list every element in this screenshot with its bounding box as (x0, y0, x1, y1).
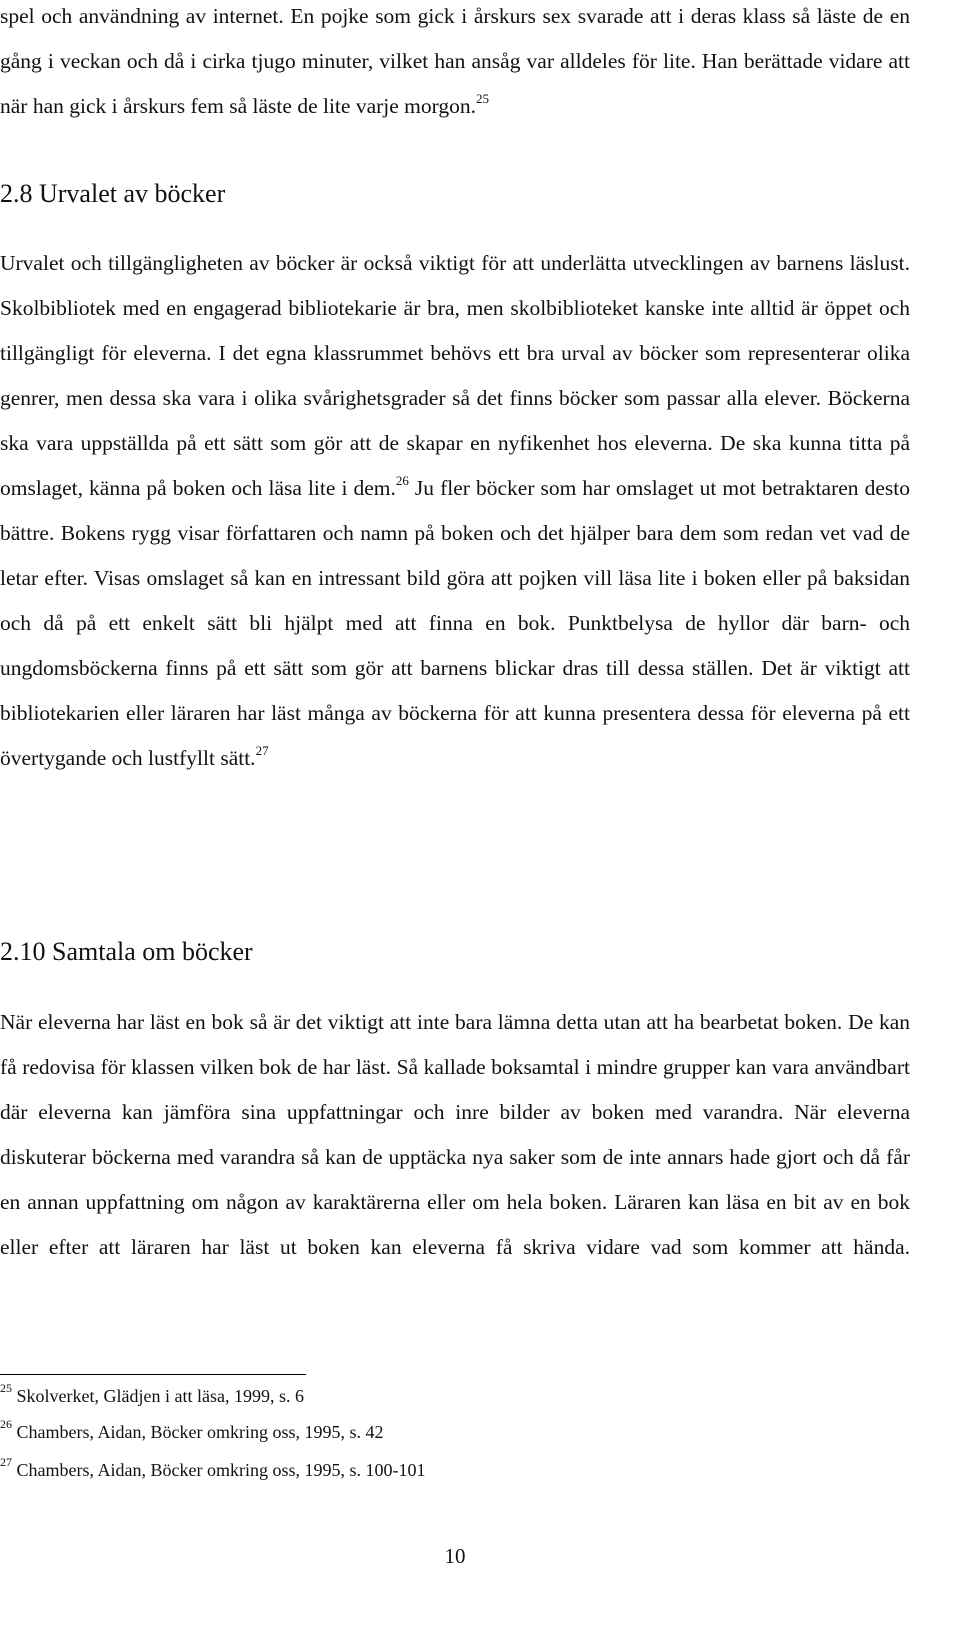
footnote-27 (0, 1455, 426, 1482)
footnote-ref-27: 27 (255, 742, 269, 758)
footnote-separator (0, 1374, 306, 1375)
footnote-text: Chambers, Aidan, Böcker omkring oss, 1995, s. 100-101 (16, 1460, 426, 1480)
paragraph-samtala-text: När eleverna har läst en bok så är det viktigt att inte bara lämna detta utan att ha bearbetat boken. De kan få redovisa för klassen vilken bok de har läst. Så kallade boksamtal i mindre grupper kan vara användbart där eleverna kan jämföra sina uppfattningar och inre bilder av boken med varandra. När eleverna diskuterar böckerna med varandra så kan de upptäcka nya saker som de inte annars hade gjort och då får en annan uppfattning om någon av karaktärerna eller om hela boken. Läraren kan läsa en bit av en bok eller efter att läraren har läst ut boken kan eleverna få skriva vidare vad som kommer att hända. (0, 1010, 910, 1259)
paragraph-intro (0, 0, 910, 129)
footnote-ref-25: 25 (476, 90, 490, 106)
footnote-ref-26: 26 (395, 472, 409, 488)
section-heading-2-8: 2.8 Urvalet av böcker (0, 179, 226, 208)
paragraph-samtala (0, 1000, 910, 1270)
section-heading-2-10: 2.10 Samtala om böcker (0, 937, 253, 966)
footnote-number: 26 (0, 1417, 12, 1431)
footnote-25 (0, 1381, 304, 1408)
footnote-text: Skolverket, Glädjen i att läsa, 1999, s. 6 (16, 1386, 304, 1406)
page-number: 10 (444, 1544, 466, 1568)
paragraph-urvalet (0, 241, 910, 781)
footnote-26 (0, 1417, 384, 1444)
paragraph-urvalet-text-2: Ju fler böcker som har omslaget ut mot betraktaren desto bättre. Bokens rygg visar författaren och namn på boken och det hjälper bara dem som redan vet vad de letar efter. Visas omslaget så kan en intressant bild göra att pojken vill läsa lite i boken eller på baksidan och då på ett enkelt sätt bli hjälpt med att finna en bok. Punktbelysa de hyllor där barn- och ungdomsböckerna finns på ett sätt som gör att barnens blickar dras till dessa ställen. Det är viktigt att bibliotekarien eller läraren har läst många av böckerna för att kunna presentera dessa för eleverna på ett övertygande och lustfyllt sätt. (0, 476, 910, 770)
paragraph-intro-text: spel och användning av internet. En pojke som gick i årskurs sex svarade att i deras klass så läste de en gång i veckan och då i cirka tjugo minuter, vilket han ansåg var alldeles för lite. Han berättade vidare att när han gick i årskurs fem så läste de lite varje morgon. (0, 4, 910, 118)
paragraph-urvalet-text-1: Urvalet och tillgängligheten av böcker är också viktigt för att underlätta utvecklingen av barnens läslust. Skolbibliotek med en engagerad bibliotekarie är bra, men skolbiblioteket kanske inte alltid är öppet och tillgängligt för eleverna. I det egna klassrummet behövs ett bra urval av böcker som representerar olika genrer, men dessa ska vara i olika svårighetsgrader så det finns böcker som passar alla elever. Böckerna ska vara uppställda på ett sätt som gör att de skapar en nyfikenhet hos eleverna. De ska kunna titta på omslaget, känna på boken och läsa lite i dem. (0, 251, 910, 500)
footnote-number: 27 (0, 1455, 12, 1469)
footnote-number: 25 (0, 1381, 12, 1395)
footnote-text: Chambers, Aidan, Böcker omkring oss, 1995, s. 42 (16, 1422, 384, 1442)
